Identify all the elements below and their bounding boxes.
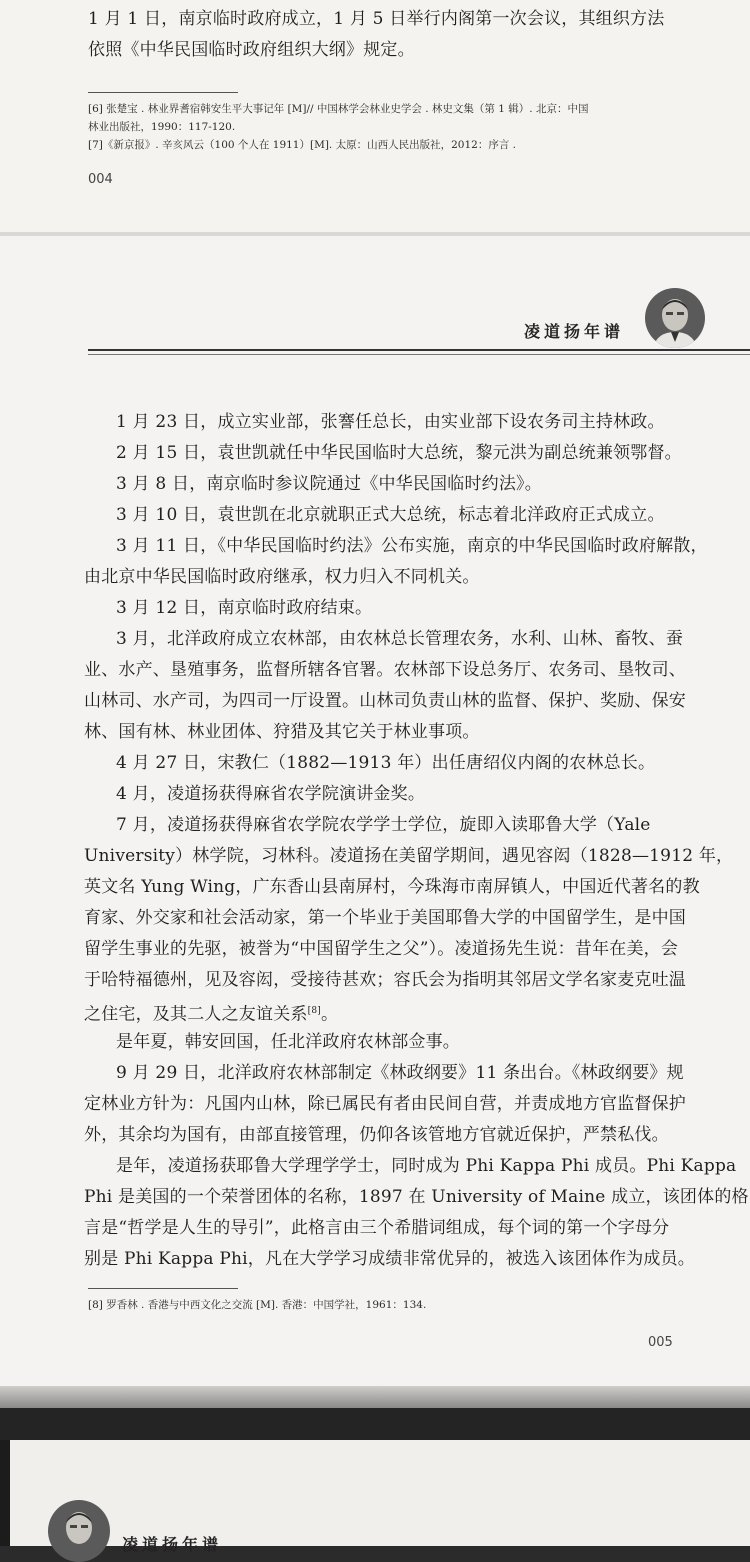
footnote-rule — [88, 92, 238, 93]
entry-sep29: 9 月 29 日，北洋政府农林部制定《林政纲要》11 条出台。《林政纲要》规 — [116, 1063, 684, 1083]
entry-mar8: 3 月 8 日，南京临时参议院通过《中华民国临时约法》。 — [116, 474, 542, 494]
portrait-icon — [645, 288, 705, 348]
entry-jul-cont: 育家、外交家和社会活动家，第一个毕业于美国耶鲁大学的中国留学生，是中国 — [84, 908, 686, 928]
footnote-6-line-2: 林业出版社，1990：117-120. — [88, 121, 236, 133]
running-header-title: 凌道扬年谱 — [524, 322, 625, 341]
page-006 — [0, 1440, 750, 1554]
entry-sep29-cont: 定林业方针为：凡国内山林，除已属民有者由民间自营，并责成地方官监督保护 — [84, 1094, 686, 1114]
entry-year-cont: 别是 Phi Kappa Phi，凡在大学学习成绩非常优异的，被选入该团体作为成员。 — [84, 1249, 695, 1269]
entry-apr27: 4 月 27 日，宋教仁（1882—1913 年）出任唐绍仪内阁的农林总长。 — [116, 753, 656, 773]
entry-jul-cont: 于哈特福德州，见及容闳，受接待甚欢；容氏会为指明其邻居文学名家麦克吐温 — [84, 970, 686, 990]
entry-mar-cont: 林、国有林、林业团体、狩猎及其它关于林业事项。 — [84, 722, 480, 742]
page-edge-shadow — [0, 1386, 750, 1408]
page-number: 005 — [648, 1335, 673, 1350]
scan-gap — [0, 1408, 750, 1440]
entry-jul-last-text: 之住宅，及其二人之友谊关系 — [84, 1004, 308, 1025]
entry-mar12: 3 月 12 日，南京临时政府结束。 — [116, 598, 373, 618]
entry-jan23: 1 月 23 日，成立实业部，张謇任总长，由实业部下设农务司主持林政。 — [116, 412, 665, 432]
entry-feb15: 2 月 15 日，袁世凯就任中华民国临时大总统，黎元洪为副总统兼领鄂督。 — [116, 443, 682, 463]
entry-jul-cont — [84, 996, 338, 1031]
entry-mar11-cont: 由北京中华民国临时政府继承，权力归入不同机关。 — [84, 567, 480, 587]
entry-apr: 4 月，凌道扬获得麻省农学院演讲金奖。 — [116, 784, 426, 804]
footnote-ref-8[interactable]: [8] — [307, 1006, 321, 1016]
entry-year-cont: 言是“哲学是人生的导引”，此格言由三个希腊词组成，每个词的第一个字母分 — [84, 1218, 670, 1238]
footnote-7: [7]《新京报》. 辛亥风云（100 个人在 1911）[M]. 太原：山西人民出版社，2012：序言 . — [88, 139, 517, 151]
entry-year: 是年，凌道扬获耶鲁大学理学学士，同时成为 Phi Kappa Phi 成员。Phi Kappa — [116, 1156, 737, 1176]
footnote-8: [8] 罗香林 . 香港与中西文化之交流 [M]. 香港：中国学社，1961：134. — [88, 1299, 427, 1311]
entry-year-cont: Phi 是美国的一个荣誉团体的名称，1897 在 University of Maine 成立，该团体的格 — [84, 1187, 749, 1207]
entry-mar: 3 月，北洋政府成立农林部，由农林总长管理农务，水利、山林、畜牧、蚕 — [116, 629, 684, 649]
entry-summer: 是年夏，韩安回国，任北洋政府农林部佥事。 — [116, 1032, 460, 1052]
footnote-rule — [88, 1288, 238, 1289]
body-line: 1 月 1 日，南京临时政府成立，1 月 5 日举行内阁第一次会议，其组织方法 — [88, 9, 665, 29]
entry-mar11: 3 月 11 日，《中华民国临时约法》公布实施，南京的中华民国临时政府解散， — [116, 536, 708, 556]
header-rule — [88, 349, 750, 351]
page-005 — [0, 236, 750, 1386]
body-line: 依照《中华民国临时政府组织大纲》规定。 — [88, 40, 415, 60]
header-rule-thin — [88, 354, 750, 355]
entry-jul-cont: 留学生事业的先驱，被誉为“中国留学生之父”）。凌道扬先生说：昔年在美，会 — [84, 939, 679, 959]
entry-jul-last-punct: 。 — [320, 1004, 339, 1025]
entry-jul-cont: 英文名 Yung Wing，广东香山县南屏村，今珠海市南屏镇人，中国近代著名的教 — [84, 877, 700, 897]
running-header-title: 凌道扬年谱 — [122, 1535, 223, 1554]
entry-sep29-cont: 外，其余均为国有，由部直接管理，仍仰各该管地方官就近保护，严禁私伐。 — [84, 1125, 669, 1145]
page-number: 004 — [88, 172, 113, 187]
entry-mar-cont: 山林司、水产司，为四司一厅设置。山林司负责山林的监督、保护、奖励、保安 — [84, 691, 686, 711]
entry-jul-cont: University）林学院，习林科。凌道扬在美留学期间，遇见容闳（1828—1912 年， — [84, 846, 734, 866]
portrait-icon — [48, 1500, 110, 1562]
entry-mar10: 3 月 10 日，袁世凯在北京就职正式大总统，标志着北洋政府正式成立。 — [116, 505, 665, 525]
footnote-6-line-1: [6] 张楚宝 . 林业界耆宿韩安生平大事记年 [M]// 中国林学会林业史学会 . 林史文集（第 1 辑）. 北京：中国 — [88, 103, 589, 115]
page-004 — [0, 0, 750, 232]
entry-mar-cont: 业、水产、垦殖事务，监督所辖各官署。农林部下设总务厅、农务司、垦牧司、 — [84, 660, 686, 680]
entry-jul: 7 月，凌道扬获得麻省农学院农学学士学位，旋即入读耶鲁大学（Yale — [116, 815, 651, 835]
